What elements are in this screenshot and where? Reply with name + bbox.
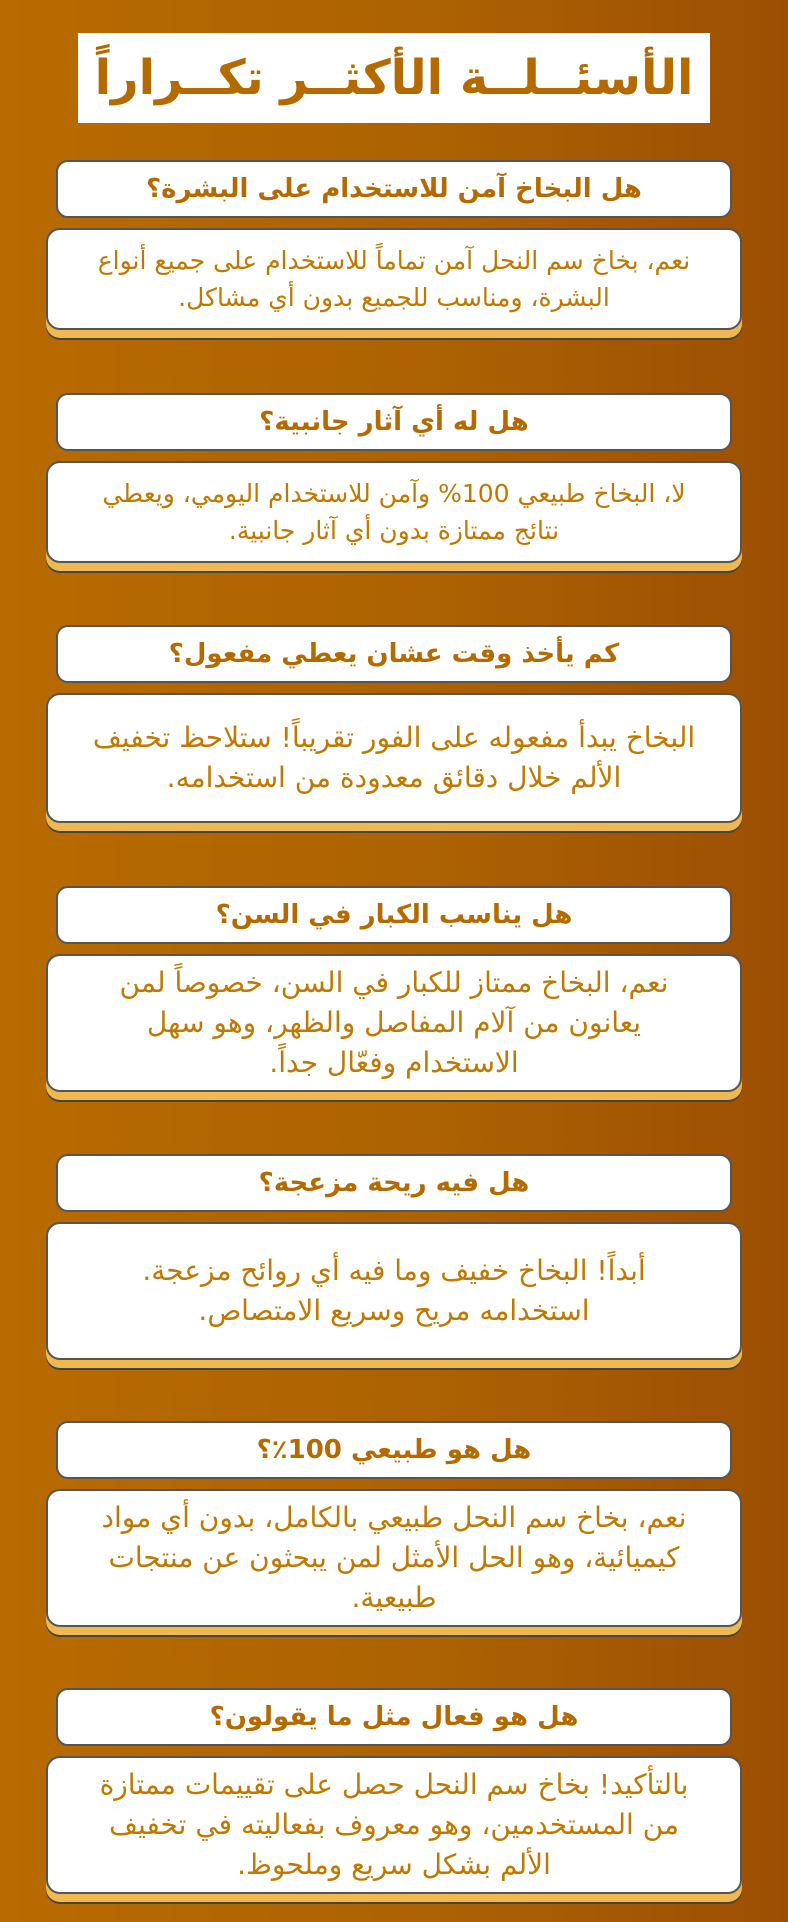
faq-question: هل يناسب الكبار في السن؟ [215, 900, 573, 930]
faq-question-box [56, 625, 732, 683]
faq-answer: البخاخ يبدأ مفعوله على الفور تقريباً! ستلاحظ تخفيف الألم خلال دقائق معدودة من استخدامه. [92, 721, 696, 794]
faq-question-box [56, 393, 732, 451]
faq-answer-box [46, 1756, 742, 1894]
faq-answer: نعم، بخاخ سم النحل طبيعي بالكامل، بدون أي مواد كيميائية، وهو الحل الأمثل لمن يبحثون عن منتجات طبيعية. [101, 1501, 687, 1614]
faq-question: هل له أي آثار جانبية؟ [259, 407, 529, 437]
faq-answer-box [46, 1222, 742, 1360]
faq-answer-box [46, 1489, 742, 1627]
faq-question: هل هو فعال مثل ما يقولون؟ [209, 1702, 579, 1732]
faq-answer: نعم، البخاخ ممتاز للكبار في السن، خصوصاً لمن يعانون من آلام المفاصل والظهر، وهو سهل الاستخدام وفعّال جداً. [119, 966, 669, 1079]
page-title-banner [78, 33, 710, 123]
faq-answer: أبداً! البخاخ خفيف وما فيه أي روائح مزعجة. استخدامه مريح وسريع الامتصاص. [142, 1254, 646, 1327]
faq-answer-box [46, 461, 742, 563]
faq-answer-box [46, 693, 742, 823]
faq-question: هل فيه ريحة مزعجة؟ [258, 1168, 530, 1198]
page-title: الأسئــلــة الأكثــر تكــراراً [94, 50, 694, 106]
faq-question-box [56, 1154, 732, 1212]
faq-question: هل هو طبيعي 100٪؟ [256, 1435, 532, 1465]
faq-answer: لا، البخاخ طبيعي 100% وآمن للاستخدام اليومي، ويعطي نتائج ممتازة بدون أي آثار جانبية. [102, 479, 686, 545]
faq-question-box [56, 886, 732, 944]
faq-answer-box [46, 228, 742, 330]
faq-question-box [56, 1688, 732, 1746]
faq-question-box [56, 160, 732, 218]
faq-question: كم يأخذ وقت عشان يعطي مفعول؟ [168, 639, 620, 669]
faq-question: هل البخاخ آمن للاستخدام على البشرة؟ [146, 174, 642, 204]
faq-answer: نعم، بخاخ سم النحل آمن تماماً للاستخدام على جميع أنواع البشرة، ومناسب للجميع بدون أي مشاكل. [97, 246, 691, 312]
faq-answer: بالتأكيد! بخاخ سم النحل حصل على تقييمات ممتازة من المستخدمين، وهو معروف بفعاليته في تخفيف الألم بشكل سريع وملحوظ. [99, 1768, 689, 1881]
faq-question-box [56, 1421, 732, 1479]
faq-answer-box [46, 954, 742, 1092]
